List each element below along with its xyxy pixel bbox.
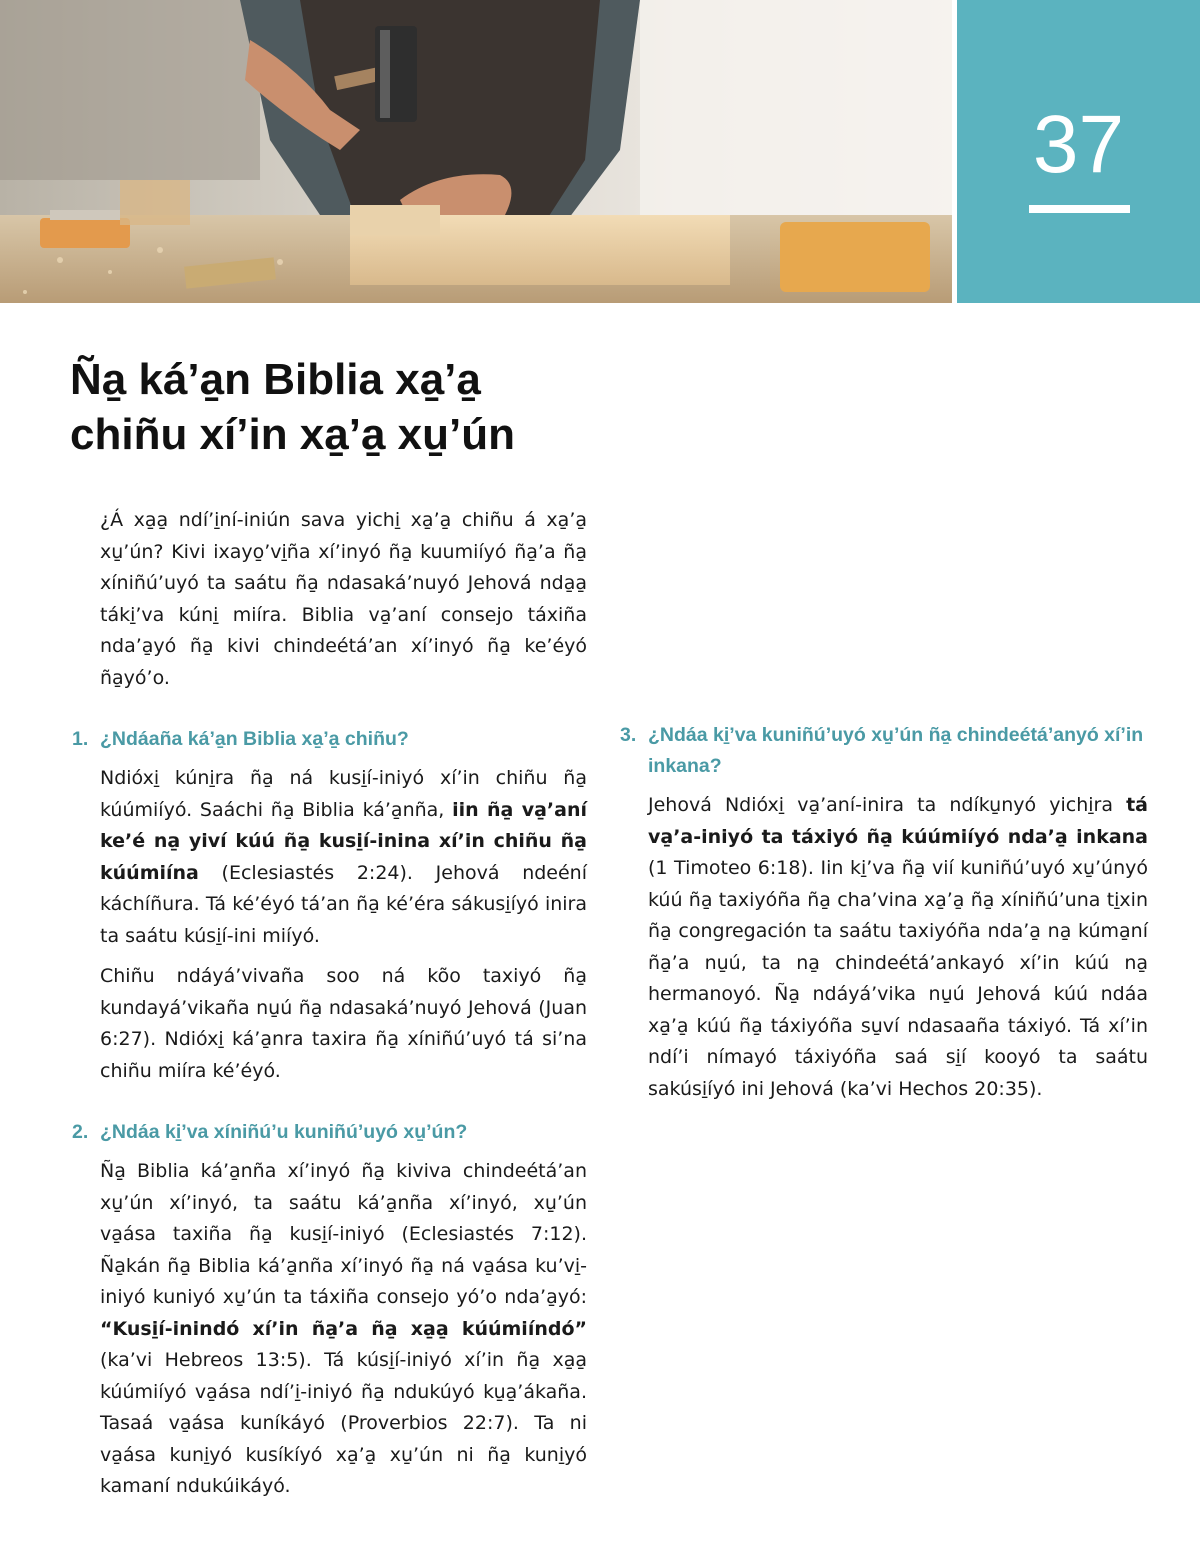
section-3-p1-text-a: Jehová Ndióxi̱ va̱’aní-inira ta ndíku̱nyó yichi̱ra xyxy=(648,794,1127,816)
section-3-paragraph-1 xyxy=(620,790,1148,1105)
section-2-p1-text-a: Ña̱ Biblia ká’a̱nña xí’inyó ña̱ kiviva chindeétá’an xu̱’ún xí’inyó, ta saátu ká’a̱nña xí’inyó, xu̱’ún va̱ása taxiña ña̱ kusi̱í-iniyó (Eclesiastés 7:12). Ña̱kán ña̱ Biblia ká’a̱nña xí’inyó ña̱ ná va̱ása ku’vi̱-iniyó kuniyó xu̱’ún ta táxiña consejo yó’o nda’a̱yó: xyxy=(100,1160,587,1308)
title-line-1: Ña̱ ká’a̱n Biblia xa̱’a̱ xyxy=(70,355,481,404)
intro-paragraph: ¿Á xa̱a̱ ndí’i̱ní-iniún sava yichi̱ xa̱’a̱ chiñu á xa̱’a̱ xu̱’ún? Kivi ixayo̱’vi̱ña xí’inyó ña̱ kuumiíyó ña̱’a ña̱ xíniñú’uyó ta saátu ña̱ ndasaká’nuyó Jehová nda̱a̱ táki̱’va kúni̱ miíra. Biblia va̱’aní consejo táxiña nda’a̱yó ña̱ kivi chindeétá’an xí’inyó ña̱ ke’éyó ña̱yó’o. xyxy=(100,509,587,689)
lesson-number: 37 xyxy=(1032,99,1125,190)
hero-photo xyxy=(0,0,952,303)
section-2-p1-text-b: (ka’vi Hebreos 13:5). Tá kúsi̱í-iniyó xí’in ña̱ xa̱a̱ kúúmiíyó va̱ása ndí’i̱-iniyó ña̱ ndukúyó ku̱a̱’ákaña. Tasaá va̱ása kuníkáyó (Proverbios 22:7). Ta ni va̱ása kuni̱yó kusíkíyó xa̱’a̱ xu̱’ún ni ña̱ kuni̱yó kamaní ndukúikáyó. xyxy=(100,1349,587,1497)
lesson-number-underline xyxy=(1029,205,1130,213)
section-2-p1-bold: “Kusi̱í-inindó xí’in ña̱’a ña̱ xa̱a̱ kúúmiíndó” xyxy=(100,1317,587,1340)
section-1-number: 1. xyxy=(72,728,89,750)
section-1-p1-text-a: Ndióxi̱ kúni̱ra ña̱ ná kusi̱í-iniyó xí’in chiñu ña̱ kúúmiíyó. Saáchi ña̱ Biblia ká’a̱nña, xyxy=(100,767,587,821)
section-1-heading xyxy=(72,724,587,755)
right-column xyxy=(620,505,1148,1114)
carpenter-photo xyxy=(0,0,952,303)
section-2-heading-text: ¿Ndáa ki̱’va xíniñú’u kuniñú’uyó xu̱’ún? xyxy=(100,1121,468,1143)
section-1-heading-text: ¿Ndáaña ká’a̱n Biblia xa̱’a̱ chiñu? xyxy=(100,728,409,750)
left-column xyxy=(72,505,587,1512)
page-title xyxy=(70,352,630,462)
section-1-paragraph-1 xyxy=(72,763,587,952)
section-2-paragraph-1 xyxy=(72,1156,587,1503)
section-1-paragraph-2: Chiñu ndáyá’vivaña soo ná kõo taxiyó ña̱ kundayá’vikaña nu̱ú ña̱ ndasaká’nuyó Jehová (Juan 6:27). Ndióxi̱ ká’a̱nra taxira ña̱ xíniñú’uyó tá si’na chiñu miíra ké’éyó. xyxy=(100,965,587,1082)
section-3-heading xyxy=(620,720,1148,782)
section-1-p1-bold: iin ña̱ va̱’aní ke’é na̱ yiví kúú ña̱ kusi̱í-inina xí’in chiñu ña̱ kúúmiína xyxy=(100,798,587,884)
section-3-p1-bold: tá va̱’a-iniyó ta táxiyó ña̱ kúúmiíyó nda’a̱ inkana xyxy=(648,794,1148,848)
section-2-number: 2. xyxy=(72,1121,89,1143)
section-3-p1-text-b: (1 Timoteo 6:18). Iin ki̱’va ña̱ vií kuniñú’uyó xu̱’únyó kúú ña̱ taxiyóña ña̱ cha’vina xa̱’a̱ ña̱ xíniñú’una ti̱xin ña̱ congregación ta saátu taxiyóña nda’a̱ na̱ kúma̱ní ña̱’a nu̱ú, ta na̱ chindeétá’ankayó xí’in kúú na̱ hermanoyó. Ña̱ ndáyá’vika nu̱ú Jehová kúú ndáa xa̱’a̱ kúú ña̱ táxiyóña su̱ví ndasaaña táxiyó. Tá xí’in ndí’i nímayó táxiyóña saá si̱í kooyó ta saátu sakúsi̱íyó ini Jehová (ka’vi Hechos 20:35). xyxy=(648,857,1148,1100)
section-3-number: 3. xyxy=(620,724,637,746)
section-3-heading-text: ¿Ndáa ki̱’va kuniñú’uyó xu̱’ún ña̱ chindeétá’anyó xí’in inkana? xyxy=(648,724,1144,777)
lesson-number-box xyxy=(957,0,1200,303)
title-line-2: chiñu xí’in xa̱’a̱ xu̱’ún xyxy=(70,410,515,459)
section-1-p1-text-b: (Eclesiastés 2:24). Jehová ndeéní káchíñura. Tá ké’éyó tá’an ña̱ ké’éra sákusi̱íyó inira ta saátu kúsi̱í-ini miíyó. xyxy=(100,861,587,947)
section-2-heading xyxy=(72,1117,587,1148)
